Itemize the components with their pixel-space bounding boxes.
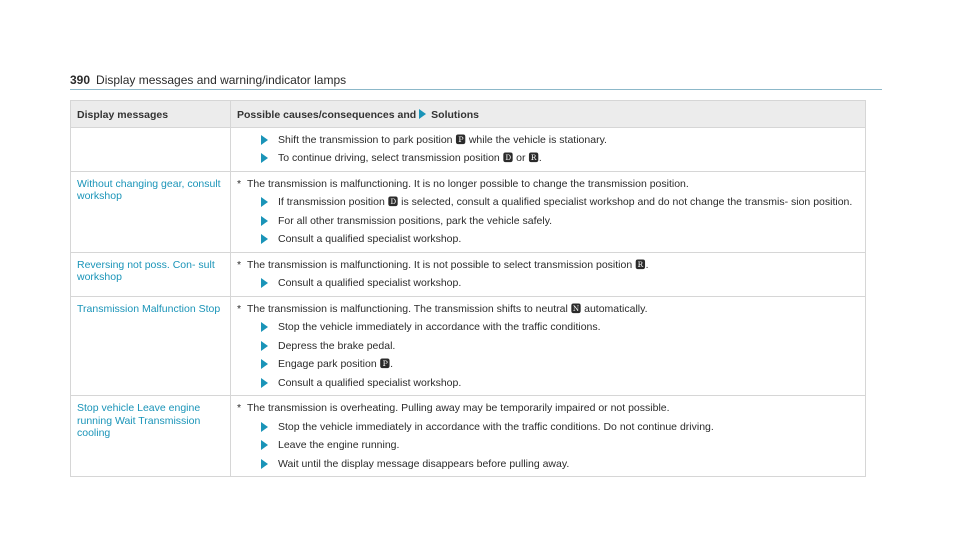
- table-body: [71, 127, 866, 477]
- solution-step: [237, 233, 859, 246]
- solutions-header-label: Solutions: [431, 109, 480, 121]
- play-arrow-icon: [261, 422, 268, 432]
- causes-solutions-cell: [231, 171, 866, 252]
- solution-step: [237, 152, 859, 165]
- solution-step: [237, 439, 859, 452]
- cause-text: [237, 178, 859, 191]
- solution-step: [237, 377, 859, 390]
- asterisk-marker: *: [237, 302, 242, 315]
- display-message: [71, 127, 231, 171]
- table-row: [71, 171, 866, 252]
- solution-step: [237, 421, 859, 434]
- solution-text: Consult a qualified specialist workshop.: [278, 277, 462, 289]
- causes-solutions-cell: [231, 296, 866, 396]
- solution-text: Depress the brake pedal.: [278, 339, 396, 352]
- play-arrow-icon: [261, 197, 268, 207]
- solution-step: [237, 458, 859, 471]
- play-arrow-icon: [261, 440, 268, 450]
- display-messages-table: [70, 100, 866, 477]
- asterisk-marker: *: [237, 402, 242, 414]
- table-row: [71, 296, 866, 396]
- page-number: 390: [70, 73, 91, 87]
- header-divider: [70, 89, 882, 90]
- solution-text: Shift the transmission to park position 🅿 while the vehicle is stationary.: [278, 133, 607, 146]
- play-arrow-icon: [261, 234, 268, 244]
- play-arrow-icon: [261, 216, 268, 226]
- solution-text: Stop the vehicle immediately in accordance with the traffic conditions.: [278, 321, 601, 333]
- cause-text: [237, 259, 859, 272]
- solution-text: To continue driving, select transmission position 🅳 or 🆁.: [278, 152, 542, 164]
- play-arrow-icon: [261, 135, 268, 145]
- solution-text: Wait until the display message disappears before pulling away.: [278, 457, 570, 470]
- solution-step: [237, 321, 859, 334]
- play-arrow-icon: [261, 153, 268, 163]
- cause-label: The transmission is malfunctioning. The transmission shifts to neutral 🅽 automatically.: [247, 302, 648, 315]
- causes-solutions-cell: [231, 396, 866, 477]
- solution-text: Leave the engine running.: [278, 439, 400, 451]
- solution-step: [237, 196, 859, 209]
- solution-text: Stop the vehicle immediately in accordance with the traffic conditions. Do not continue driving.: [278, 420, 714, 433]
- solution-text: Engage park position 🅿.: [278, 358, 393, 370]
- solution-step: [237, 358, 859, 371]
- play-arrow-icon: [261, 341, 268, 351]
- asterisk-marker: *: [237, 177, 242, 190]
- table-header-row: [71, 101, 866, 128]
- table-row: [71, 396, 866, 477]
- causes-header-label: Possible causes/consequences and: [237, 109, 417, 121]
- table-row: [71, 127, 866, 171]
- solution-text: If transmission position 🅳 is selected, consult a qualified specialist workshop and do not change the transmis- sion position.: [278, 196, 853, 208]
- page-title: Display messages and warning/indicator lamps: [96, 73, 347, 87]
- play-arrow-icon: [261, 378, 268, 388]
- cause-text: [237, 303, 859, 316]
- display-message: Stop vehicle Leave engine running Wait Transmission cooling: [71, 396, 231, 477]
- causes-solutions-cell: [231, 252, 866, 296]
- column-header-display-messages: Display messages: [71, 101, 231, 128]
- asterisk-marker: *: [237, 258, 242, 271]
- play-arrow-icon: [261, 359, 268, 369]
- cause-label: The transmission is malfunctioning. It is not possible to select transmission position 🆁.: [247, 258, 649, 271]
- solution-step: [237, 215, 859, 228]
- play-arrow-icon: [261, 278, 268, 288]
- play-arrow-icon: [419, 109, 426, 119]
- causes-solutions-cell: [231, 127, 866, 171]
- display-message: Without changing gear, consult workshop: [71, 171, 231, 252]
- solution-step: [237, 134, 859, 147]
- display-message: Transmission Malfunction Stop: [71, 296, 231, 396]
- solution-text: Consult a qualified specialist workshop.: [278, 376, 462, 389]
- cause-label: The transmission is overheating. Pulling away may be temporarily impaired or not possible.: [247, 402, 670, 414]
- solution-step: [237, 277, 859, 290]
- play-arrow-icon: [261, 459, 268, 469]
- display-message: Reversing not poss. Con- sult workshop: [71, 252, 231, 296]
- play-arrow-icon: [261, 322, 268, 332]
- cause-label: The transmission is malfunctioning. It is no longer possible to change the transmission position.: [247, 177, 689, 190]
- table-row: [71, 252, 866, 296]
- column-header-causes-solutions: [231, 101, 866, 128]
- solution-text: For all other transmission positions, park the vehicle safely.: [278, 214, 553, 227]
- page-header: [70, 73, 882, 87]
- cause-text: [237, 402, 859, 415]
- solution-text: Consult a qualified specialist workshop.: [278, 233, 462, 245]
- solution-step: [237, 340, 859, 353]
